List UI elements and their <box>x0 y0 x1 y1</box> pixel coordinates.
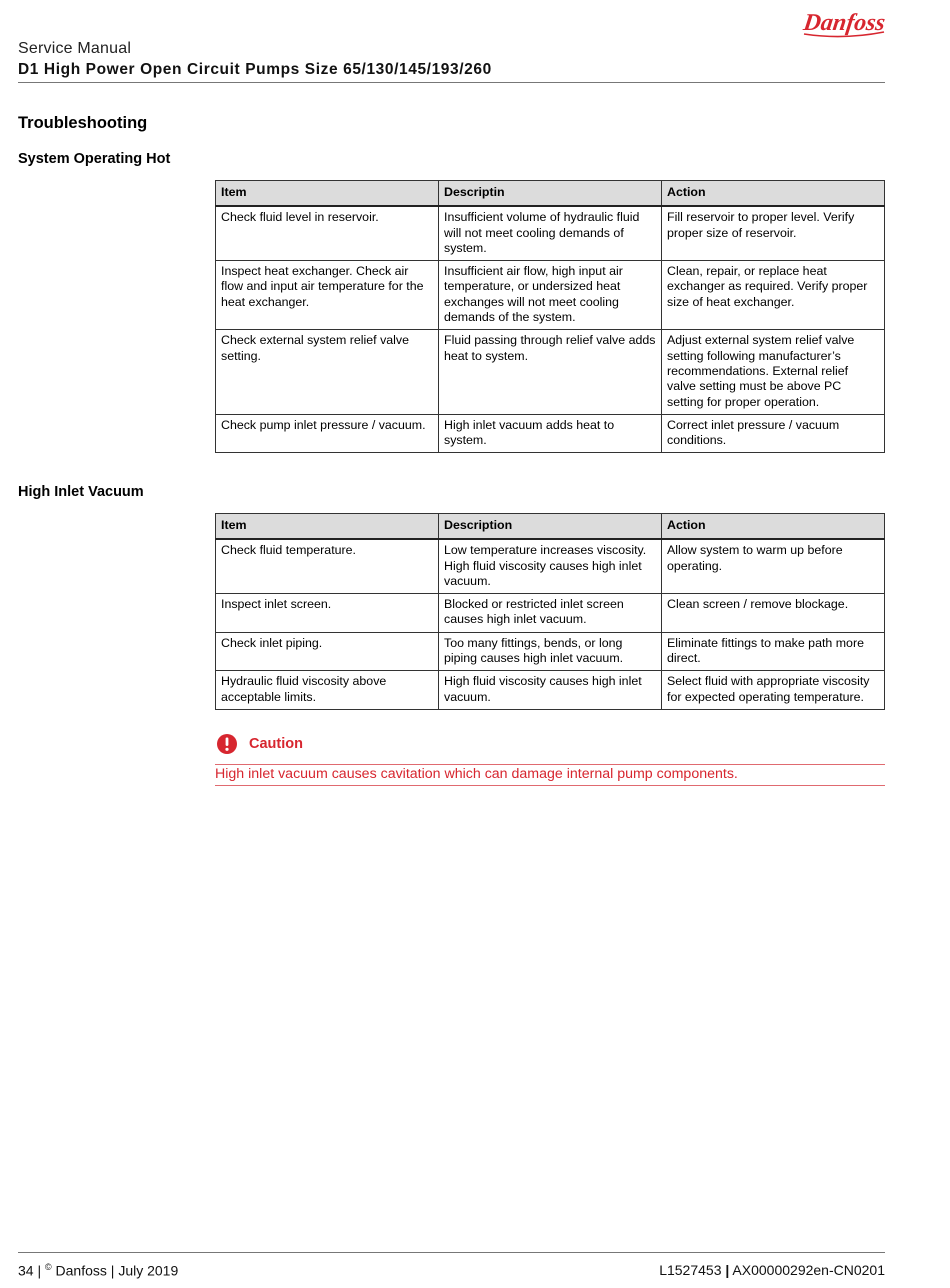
caution-divider-bottom <box>215 785 885 786</box>
cell-action: Fill reservoir to proper level. Verify proper size of reservoir. <box>662 206 885 260</box>
cell-item: Inspect heat exchanger. Check air flow and input air temperature for the heat exchanger. <box>216 261 439 330</box>
footer-doc-id <box>659 1262 885 1278</box>
table-row <box>216 261 885 330</box>
footer-divider <box>18 1252 885 1253</box>
caution-label: Caution <box>249 736 303 752</box>
column-header-description: Description <box>439 514 662 540</box>
troubleshooting-table-hot <box>215 180 885 453</box>
company-name: Danfoss <box>55 1262 107 1279</box>
footer-page-info <box>18 1262 178 1279</box>
cell-description: Insufficient volume of hydraulic fluid will not meet cooling demands of system. <box>439 206 662 260</box>
table-row <box>216 594 885 633</box>
cell-item: Check inlet piping. <box>216 632 439 671</box>
document-title: D1 High Power Open Circuit Pumps Size 65/130/145/193/260 <box>18 61 492 78</box>
cell-item: Check fluid temperature. <box>216 539 439 593</box>
cell-description: Too many fittings, bends, or long piping causes high inlet vacuum. <box>439 632 662 671</box>
column-header-item: Item <box>216 514 439 540</box>
cell-description: Fluid passing through relief valve adds heat to system. <box>439 330 662 414</box>
caution-divider-top <box>215 764 885 765</box>
cell-action: Clean screen / remove blockage. <box>662 594 885 633</box>
cell-action: Correct inlet pressure / vacuum conditions. <box>662 414 885 453</box>
danfoss-logo <box>798 4 888 42</box>
table-row <box>216 206 885 260</box>
header-divider <box>18 82 885 83</box>
column-header-item: Item <box>216 181 439 207</box>
cell-action: Adjust external system relief valve setting following manufacturer’s recommendations. External relief valve setting must be above PC setting for proper operation. <box>662 330 885 414</box>
table-header-row <box>216 514 885 540</box>
column-header-action: Action <box>662 181 885 207</box>
table-title-system-operating-hot: System Operating Hot <box>18 151 171 167</box>
footer-separator: | <box>110 1262 115 1279</box>
table-header-row <box>216 181 885 207</box>
troubleshooting-table-vacuum <box>215 513 885 710</box>
exclamation-circle-icon <box>216 733 238 755</box>
cell-action: Allow system to warm up before operating. <box>662 539 885 593</box>
column-header-action: Action <box>662 514 885 540</box>
copyright-symbol: © <box>45 1262 52 1272</box>
column-header-description: Descriptin <box>439 181 662 207</box>
table-row <box>216 330 885 414</box>
footer-separator: | <box>725 1262 730 1278</box>
cell-item: Check external system relief valve setting. <box>216 330 439 414</box>
cell-action: Eliminate fittings to make path more direct. <box>662 632 885 671</box>
cell-action: Select fluid with appropriate viscosity for expected operating temperature. <box>662 671 885 710</box>
logo-wordmark: Danfoss <box>801 10 887 36</box>
cell-item: Check pump inlet pressure / vacuum. <box>216 414 439 453</box>
table-row <box>216 539 885 593</box>
section-title: Troubleshooting <box>18 114 148 132</box>
cell-item: Check fluid level in reservoir. <box>216 206 439 260</box>
table-row <box>216 632 885 671</box>
table-title-high-inlet-vacuum: High Inlet Vacuum <box>18 484 144 500</box>
document-number: L1527453 <box>659 1262 722 1278</box>
table-row <box>216 414 885 453</box>
cell-item: Hydraulic fluid viscosity above acceptable limits. <box>216 671 439 710</box>
page-number: 34 <box>18 1262 34 1279</box>
cell-description: High fluid viscosity causes high inlet vacuum. <box>439 671 662 710</box>
cell-description: Blocked or restricted inlet screen causes high inlet vacuum. <box>439 594 662 633</box>
document-type: Service Manual <box>18 40 132 57</box>
cell-description: Insufficient air flow, high input air temperature, or undersized heat exchanges will not meet cooling demands of the system. <box>439 261 662 330</box>
publication-date: July 2019 <box>118 1262 179 1279</box>
cell-action: Clean, repair, or replace heat exchanger as required. Verify proper size of heat exchanger. <box>662 261 885 330</box>
document-code: AX00000292en-CN0201 <box>732 1262 885 1278</box>
footer-separator: | <box>37 1262 42 1279</box>
table-row <box>216 671 885 710</box>
cell-item: Inspect inlet screen. <box>216 594 439 633</box>
cell-description: High inlet vacuum adds heat to system. <box>439 414 662 453</box>
caution-text: High inlet vacuum causes cavitation which can damage internal pump components. <box>215 766 738 782</box>
cell-description: Low temperature increases viscosity. High fluid viscosity causes high inlet vacuum. <box>439 539 662 593</box>
